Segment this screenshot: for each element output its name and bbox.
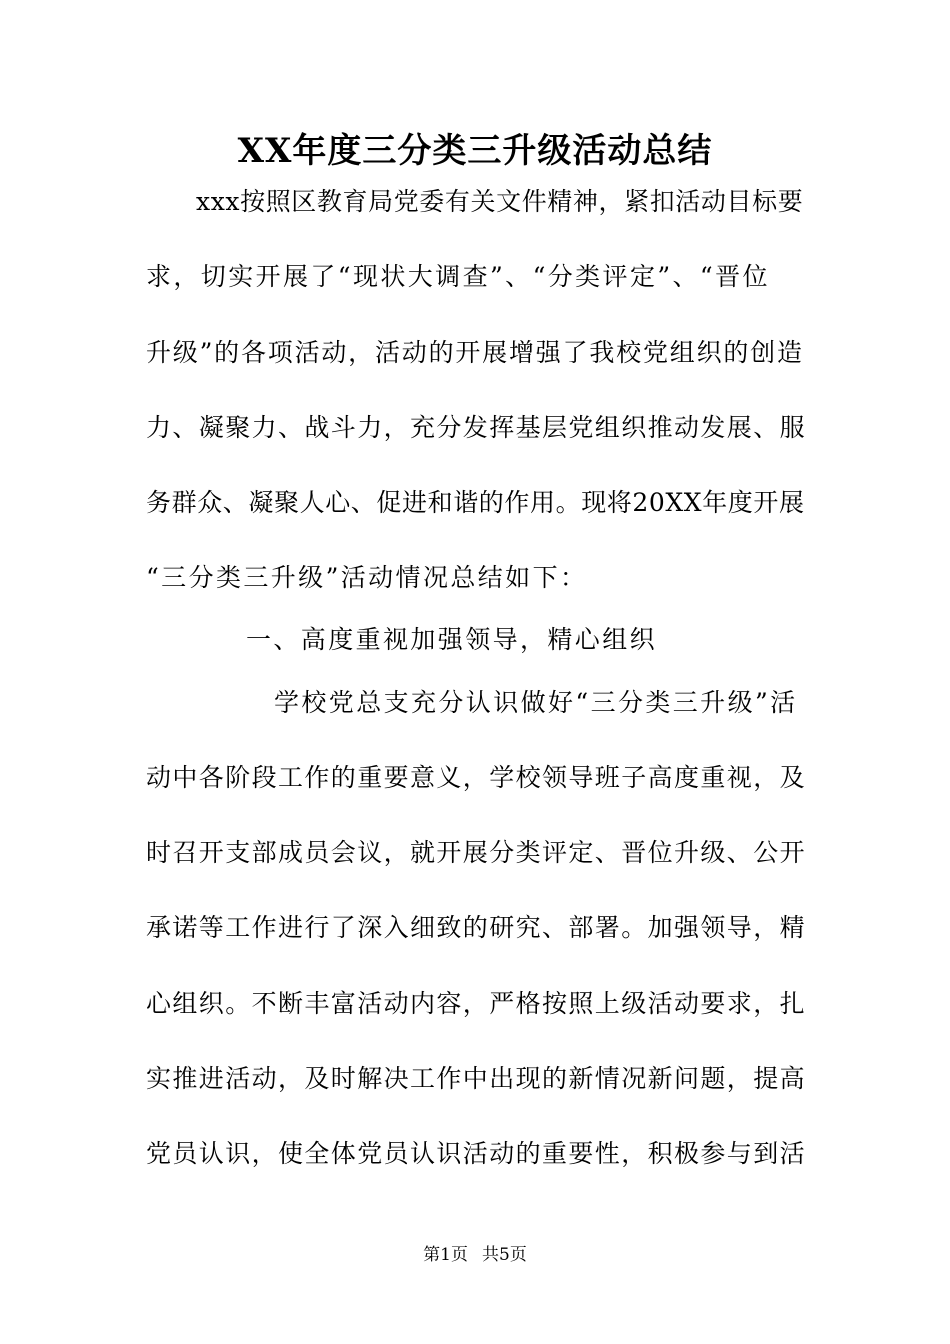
paragraph-line-6: “三分类三升级”活动情况总结如下： xyxy=(146,563,588,592)
page-number: 第1页 xyxy=(423,1245,468,1265)
paragraph-line-11: 心组织。不断丰富活动内容，严格按照上级活动要求，扎 xyxy=(146,989,807,1018)
paragraph-line-12: 实推进活动，及时解决工作中出现的新情况新问题，提高 xyxy=(146,1064,807,1093)
paragraph-line-8: 动中各阶段工作的重要意义，学校领导班子高度重视，及 xyxy=(146,763,807,792)
paragraph-line-4: 力、凝聚力、战斗力，充分发挥基层党组织推动发展、服 xyxy=(146,413,807,442)
paragraph-line-9: 时召开支部成员会议，就开展分类评定、晋位升级、公开 xyxy=(146,838,807,867)
document-title: XX年度三分类三升级活动总结 xyxy=(237,131,713,171)
page-total: 共5页 xyxy=(482,1245,527,1265)
paragraph-line-10: 承诺等工作进行了深入细致的研究、部署。加强领导，精 xyxy=(146,913,807,942)
paragraph-line-5: 务群众、凝聚人心、促进和谐的作用。现将20XX年度开展 xyxy=(146,488,805,517)
paragraph-line-7: 学校党总支充分认识做好“三分类三升级”活 xyxy=(274,688,798,717)
page-footer xyxy=(0,1244,950,1266)
paragraph-line-3: 升级”的各项活动，活动的开展增强了我校党组织的创造 xyxy=(146,338,804,367)
section-heading-1: 一、高度重视加强领导，精心组织 xyxy=(246,625,658,654)
paragraph-line-13: 党员认识，使全体党员认识活动的重要性，积极参与到活 xyxy=(146,1139,807,1168)
paragraph-line-1: xxx按照区教育局党委有关文件精神，紧扣活动目标要 xyxy=(196,187,804,216)
paragraph-line-2: 求，切实开展了“现状大调查”、“分类评定”、“晋位 xyxy=(146,262,770,291)
